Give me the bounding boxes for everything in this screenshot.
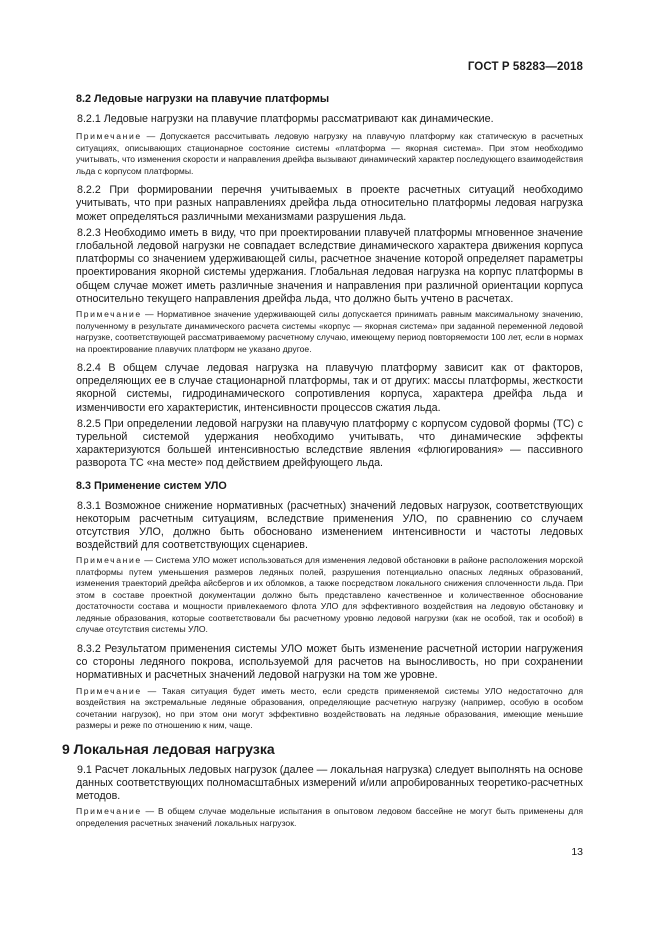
paragraph-8-2-4: 8.2.4 В общем случае ледовая нагрузка на плавучую платформу зависит как от факторов, определяющих ее в случае стационарной платформы, так и от других: массы платформы, жесткости якорной системы, гидродинамического сопротивления корпуса, характера дрейфа льда и изменчивости его характеристик, интенсивности процессов сжатия льда. bbox=[76, 362, 583, 414]
note-label: Примечание bbox=[76, 309, 142, 320]
note-5 bbox=[76, 806, 583, 829]
note-2 bbox=[76, 309, 583, 355]
paragraph-8-3-2: 8.3.2 Результатом применения системы УЛО может быть изменение расчетной истории нагружения со стороны ледяного покрова, используемой для расчетов на выносливость, но при сохранении нормативных и расчетных значений ледовой нагрузки на том же уровне. bbox=[76, 642, 583, 682]
note-3 bbox=[76, 555, 583, 636]
note-text: — В общем случае модельные испытания в опытовом ледовом бассейне не могут быть применены для определения расчетных значений локальных нагрузок. bbox=[76, 806, 583, 828]
note-text: — Такая ситуация будет иметь место, если средств применяемой системы УЛО недостаточно для воздействия на экстремальные ледяные образования, определяющие расчетную нагрузку (например, особую в особом сочетании нагрузок), но при этом они могут эффективно воздействовать на ледяные образования, имеющие меньшие размеры и реже по отношению к ним, чаще. bbox=[76, 685, 583, 731]
paragraph-9-1: 9.1 Расчет локальных ледовых нагрузок (далее — локальная нагрузка) следует выполнять на основе данных соответствующих полномасштабных измерений и/или апробированных теоретико-расчетных методов. bbox=[76, 763, 583, 802]
paragraph-8-2-3: 8.2.3 Необходимо иметь в виду, что при проектировании плавучей платформы мгновенное значение глобальной ледовой нагрузки не совпадает вследствие динамического характера движения корпуса платформы со значением удерживающей силы, расчетное значение которой определяет параметры проектирования якорной системы удержания. Глобальная ледовая нагрузка на корпус платформы в общем случае может иметь различные значения и направления при различной ориентации корпуса относительно текущего направления дрейфа льда, что должно быть учтено в расчетах. bbox=[76, 226, 583, 305]
note-text: — Допускается рассчитывать ледовую нагрузку на плавучую платформу как статическую в расчетных ситуациях, описывающих стационарное состояние системы «платформа — якорная система». При этом необходимо учитывать, что изменения скорости и направления дрейфа вызывают динамический характер последующего взаимодействия льда с корпусом платформы. bbox=[76, 131, 583, 176]
note-label: Примечание bbox=[76, 685, 142, 696]
standard-header: ГОСТ Р 58283—2018 bbox=[467, 61, 583, 73]
page-content bbox=[62, 92, 583, 836]
page-number: 13 bbox=[571, 846, 583, 858]
paragraph-8-2-2: 8.2.2 При формировании перечня учитываемых в проекте расчетных ситуаций необходимо учитывать, что при разных направлениях дрейфа льда относительно платформы ледовая нагрузка может определяться различными механизмами разрушения льда. bbox=[76, 184, 583, 223]
note-label: Примечание bbox=[76, 555, 142, 566]
note-label: Примечание bbox=[76, 131, 142, 142]
paragraph-8-3-1: 8.3.1 Возможное снижение нормативных (расчетных) значений ледовых нагрузок, соответствующих некоторым расчетным ситуациям, вследствие применения УЛО, по сравнению со случаем отсутствия УЛО, должно быть обосновано изменением интенсивности и частоты ледовых воздействий для соответствующих сценариев. bbox=[76, 499, 583, 552]
note-text: — Нормативное значение удерживающей силы допускается принимать равным максимальному значению, полученному в результате динамического расчета системы «корпус — якорная система» при заданной переменной ледовой нагрузке, соответствующей рассматриваемому расчетному случаю, имеющему период повторяемости 100 лет, если в нормах на проектирование плавучих платформ не указано другое. bbox=[76, 309, 583, 354]
note-4 bbox=[76, 686, 583, 732]
note-label: Примечание bbox=[76, 806, 142, 817]
note-1 bbox=[76, 131, 583, 177]
paragraph-8-2-1: 8.2.1 Ледовые нагрузки на плавучие платформы рассматривают как динамические. bbox=[77, 113, 494, 125]
section-8-2-heading: 8.2 Ледовые нагрузки на плавучие платформы bbox=[76, 93, 330, 105]
note-text: — Система УЛО может использоваться для изменения ледовой обстановки в районе расположения морской платформы путем уменьшения размеров ледяных полей, разрушения потенциально опасных ледяных образований, изменения траекторий дрейфа айсбергов и их обломков, а также посредством локального снижения сплоченности льда. При этом в составе проектной документации должно быть представлено качественное и количественное обоснование достаточности состава и мощности привлекаемого флота УЛО для эффективного воздействия на ледовую обстановку и ледяные образования, которые соответствовали бы расчетному уровню ледовой нагрузки (как не особой, так и особой) в случае отсутствия системы УЛО. bbox=[76, 555, 583, 635]
paragraph-8-2-5: 8.2.5 При определении ледовой нагрузки на плавучую платформу с корпусом судовой формы (ТС) с турельной системой удержания необходимо учитывать, что динамические эффекты характеризуются большей интенсивностью вследствие явления «флюгирования» — пассивного разворота ТС «на месте» под действием дрейфующего льда. bbox=[76, 417, 583, 470]
section-8-3-heading: 8.3 Применение систем УЛО bbox=[76, 479, 227, 492]
section-9-heading: 9 Локальная ледовая нагрузка bbox=[62, 740, 275, 757]
